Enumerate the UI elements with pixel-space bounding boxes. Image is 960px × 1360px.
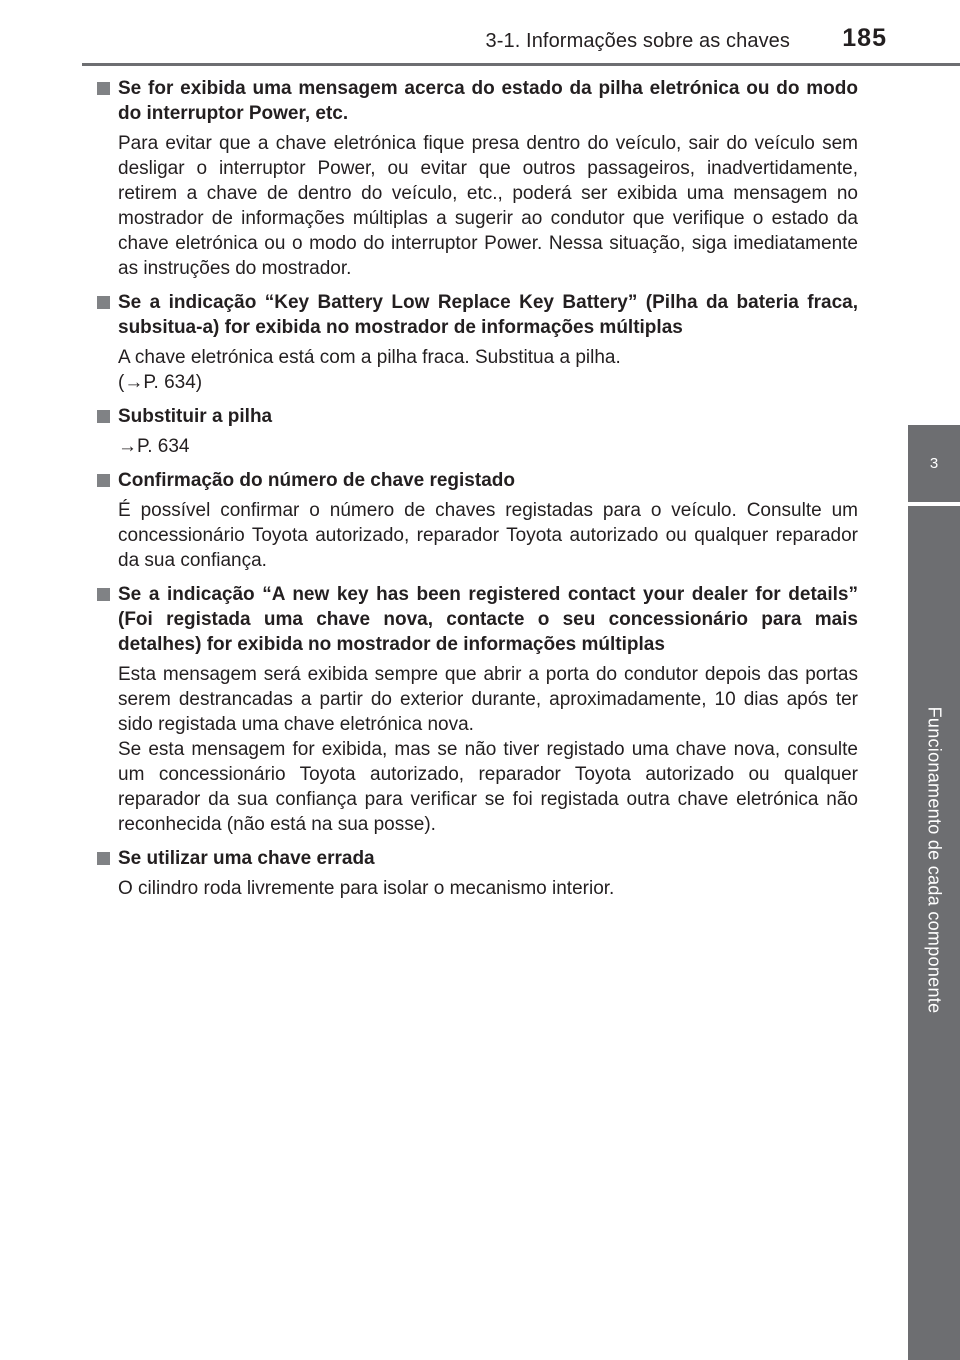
- section-heading: [96, 404, 858, 429]
- body-paragraph: O cilindro roda livremente para isolar o mecanismo interior.: [118, 878, 615, 899]
- section-heading: [96, 846, 858, 871]
- page-content: [96, 76, 858, 910]
- chapter-title: Funcionamento de cada componente: [924, 706, 945, 1014]
- section-heading-text: Confirmação do número de chave registado: [118, 470, 515, 491]
- section-body: [96, 498, 858, 573]
- section-heading: [96, 582, 858, 657]
- page-reference: (→P. 634): [118, 372, 203, 393]
- header-divider: [82, 63, 960, 66]
- section-body: [96, 345, 858, 395]
- square-bullet-icon: [97, 410, 110, 423]
- section-heading-text: Substituir a pilha: [118, 406, 273, 427]
- chapter-number: 3: [929, 455, 939, 472]
- section-key-battery-low: [96, 290, 858, 395]
- body-paragraph: Esta mensagem será exibida sempre que abrir a porta do condutor depois das portas serem destrancadas a partir do exterior durante, aproximadamente, 10 dias após ter sido registada uma chave eletrónica nova.: [118, 664, 858, 735]
- section-message-battery-power-mode: [96, 76, 858, 281]
- square-bullet-icon: [97, 82, 110, 95]
- section-new-key-registered: [96, 582, 858, 837]
- section-body: [96, 131, 858, 281]
- section-title: 3-1. Informações sobre as chaves: [485, 30, 790, 52]
- section-heading-text: Se utilizar uma chave errada: [118, 848, 375, 869]
- section-heading: [96, 290, 858, 340]
- section-heading-text: Se a indicação “Key Battery Low Replace Key Battery” (Pilha da bateria fraca, subsitua-a) for exibida no mostrador de informações múltiplas: [118, 292, 858, 338]
- square-bullet-icon: [97, 852, 110, 865]
- page-reference: →P. 634: [118, 436, 190, 457]
- body-paragraph: Se esta mensagem for exibida, mas se não tiver registado uma chave nova, consulte um concessionário Toyota autorizado, reparador Toyota autorizado ou qualquer reparador da sua confiança para verificar se foi registada outra chave eletrónica não reconhecida (não está na sua posse).: [118, 739, 858, 835]
- chapter-tab: [908, 425, 960, 502]
- section-replace-battery: [96, 404, 858, 459]
- section-heading-text: Se for exibida uma mensagem acerca do estado da pilha eletrónica ou do modo do interruptor Power, etc.: [118, 78, 858, 124]
- square-bullet-icon: [97, 588, 110, 601]
- body-paragraph: A chave eletrónica está com a pilha fraca. Substitua a pilha.: [118, 347, 621, 368]
- section-body: [96, 876, 858, 901]
- section-wrong-key: [96, 846, 858, 901]
- page-header: [0, 0, 960, 70]
- square-bullet-icon: [97, 474, 110, 487]
- section-heading: [96, 76, 858, 126]
- section-body: [96, 662, 858, 837]
- section-heading-text: Se a indicação “A new key has been registered contact your dealer for details” (Foi registada uma chave nova, contacte o seu concessionário para mais detalhes) for exibida no mostrador de informações múltiplas: [118, 584, 858, 655]
- square-bullet-icon: [97, 296, 110, 309]
- page-number: 185: [842, 24, 887, 52]
- section-registered-key-count: [96, 468, 858, 573]
- section-body: [96, 434, 858, 459]
- section-heading: [96, 468, 858, 493]
- body-paragraph: É possível confirmar o número de chaves registadas para o veículo. Consulte um concessionário Toyota autorizado, reparador Toyota autorizado ou qualquer reparador da sua confiança.: [118, 500, 858, 571]
- body-paragraph: Para evitar que a chave eletrónica fique presa dentro do veículo, sair do veículo sem desligar o interruptor Power, ou evitar que outros passageiros, inadvertidamente, retirem a chave de dentro do veículo, etc., poderá ser exibida uma mensagem no mostrador de informações múltiplas a sugerir ao condutor que verifique o estado da chave eletrónica ou o modo do interruptor Power. Nessa situação, siga imediatamente as instruções do mostrador.: [118, 133, 858, 279]
